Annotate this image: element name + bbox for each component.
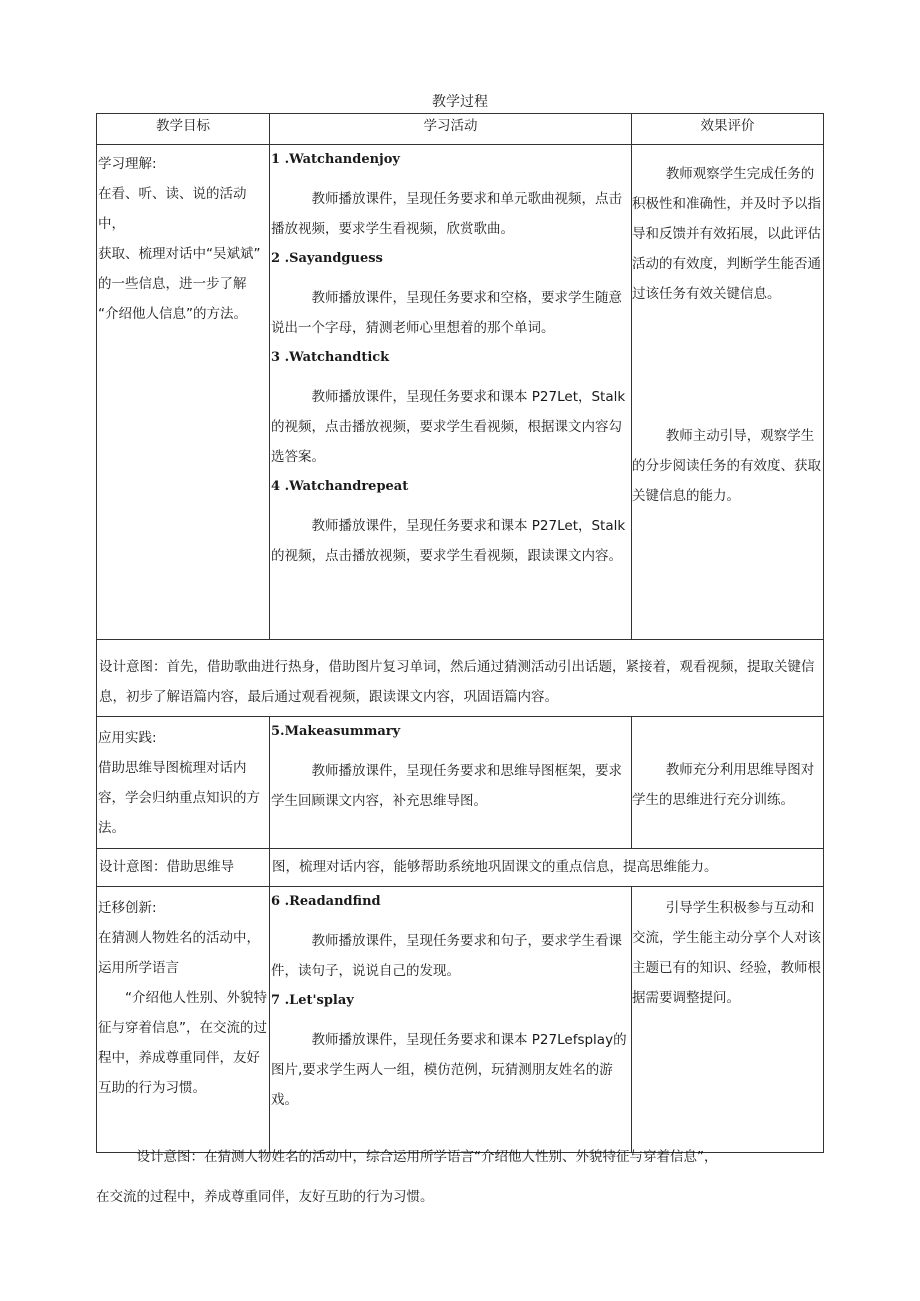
table-header-row: [97, 114, 824, 145]
goal-cell: [97, 887, 270, 1153]
goal-line: 在猜测人物姓名的活动中，: [98, 930, 260, 946]
design-intent-row: [97, 640, 824, 717]
design-intent-text: 图，梳理对话内容，能够帮助系统地巩固课文的重点信息，提高思维能力。: [272, 859, 718, 875]
header-evaluation: 效果评价: [632, 114, 824, 145]
goal-line: 在看、听、读、说的活动中，: [98, 186, 247, 232]
step-title: 6 .Readandfind: [271, 894, 381, 909]
evaluation-cell: [632, 887, 824, 1153]
design-intent-text: 设计意图：借助思维导: [99, 859, 234, 875]
page-title: 教学过程: [432, 94, 488, 110]
goal-text: 借助思维导图梳理对话内容，学会归纳重点知识的方法。: [98, 760, 260, 836]
lesson-process-table: [96, 113, 824, 1153]
activity-cell: [270, 717, 632, 849]
step-text: 教师播放课件，呈现任务要求和课本 P27Let，Stalk的视频，点击播放视频，要求学生看视频，跟读课文内容。: [271, 518, 626, 564]
header-goal: 教学目标: [97, 114, 270, 145]
header-activity: 学习活动: [270, 114, 632, 145]
goal-cell: [97, 145, 270, 640]
evaluation-text: 引导学生积极参与互动和交流，学生能主动分享个人对该主题已有的知识、经验，教师根据需要调整提问。: [632, 900, 821, 1006]
goal-title: 迁移创新:: [98, 900, 157, 916]
step-title: 4 .Watchandrepeat: [271, 479, 409, 494]
step-text: 教师播放课件，呈现任务要求和课本 P27Lefsplay的图片,要求学生两人一组，模仿范例，玩猜测朋友姓名的游戏。: [271, 1032, 627, 1108]
evaluation-text: 教师充分利用思维导图对学生的思维进行充分训练。: [632, 762, 815, 808]
step-title: 5.Makeasummary: [271, 724, 401, 739]
evaluation-cell: [632, 717, 824, 849]
step-text: 教师播放课件，呈现任务要求和思维导图框架，要求学生回顾课文内容，补充思维导图。: [271, 763, 622, 809]
goal-quote: “介绍他人性别、外貌特征与穿着信息”，在交流的过程中，养成尊重同伴，友好互助的行为习惯。: [98, 990, 267, 1096]
step-title: 2 .Sayandguess: [271, 251, 383, 266]
goal-title: 学习理解:: [98, 156, 157, 172]
evaluation-text: 教师观察学生完成任务的积极性和准确性，并及时予以指导和反馈并有效拓展，以此评估活动的有效度，判断学生能否通过该任务有效关键信息。: [632, 166, 821, 302]
activity-cell: [270, 145, 632, 640]
section-innovation-row: [97, 887, 824, 1153]
step-text: 教师播放课件，呈现任务要求和空格，要求学生随意说出一个字母，猜测老师心里想着的那个单词。: [271, 290, 622, 336]
design-intent-text: 设计意图：首先，借助歌曲进行热身，借助图片复习单词，然后通过猜测活动引出话题，紧接着，观看视频，提取关键信息，初步了解语篇内容，最后通过观看视频，跟读课文内容，巩固语篇内容。: [99, 659, 815, 705]
goal-line: 的一些信息，进一步了解: [98, 276, 247, 292]
section-practice-row: [97, 717, 824, 849]
goal-line: “介绍他人信息”的方法。: [98, 306, 247, 322]
activity-cell: [270, 887, 632, 1153]
step-text: 教师播放课件，呈现任务要求和句子，要求学生看课件，读句子，说说自己的发现。: [271, 933, 622, 979]
goal-line: 运用所学语言: [98, 960, 179, 976]
section-understanding-row: [97, 145, 824, 640]
step-text: 教师播放课件，呈现任务要求和单元歌曲视频，点击播放视频，要求学生看视频，欣赏歌曲。: [271, 191, 622, 237]
goal-cell: [97, 717, 270, 849]
goal-title: 应用实践:: [98, 730, 157, 746]
design-intent-cell: [97, 849, 270, 887]
step-title: 7 .Let'splay: [271, 993, 354, 1008]
footer-intent-line: 设计意图：在猜测人物姓名的活动中，综合运用所学语言“介绍他人性别、外貌特征与穿着信息”，: [136, 1149, 718, 1165]
design-intent-cell: [97, 640, 824, 717]
evaluation-text: 教师主动引导，观察学生的分步阅读任务的有效度、获取关键信息的能力。: [632, 428, 821, 504]
evaluation-cell: [632, 145, 824, 640]
design-intent-cell: [270, 849, 824, 887]
step-title: 3 .Watchandtick: [271, 350, 390, 365]
step-text: 教师播放课件，呈现任务要求和课本 P27Let，Stalk的视频，点击播放视频，要求学生看视频，根据课文内容勾选答案。: [271, 389, 626, 465]
footer-intent-line: 在交流的过程中，养成尊重同伴，友好互助的行为习惯。: [96, 1189, 434, 1205]
design-intent-row: [97, 849, 824, 887]
goal-line: 获取、梳理对话中“吴斌斌”: [98, 246, 261, 262]
step-title: 1 .Watchandenjoy: [271, 152, 400, 167]
